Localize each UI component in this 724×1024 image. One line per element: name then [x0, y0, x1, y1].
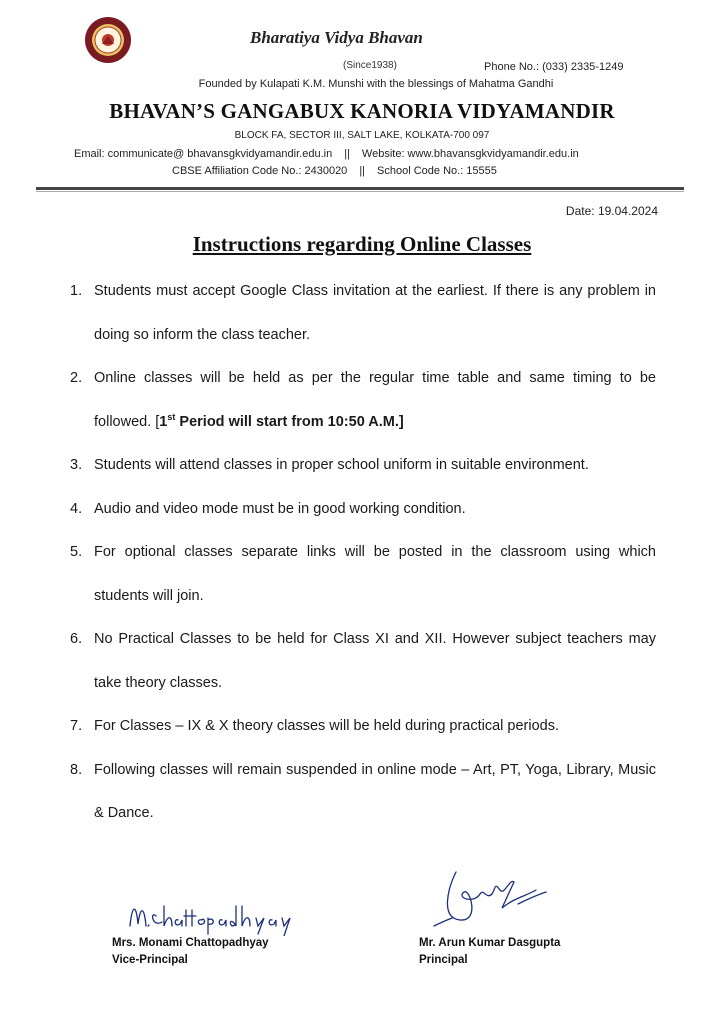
principal-signature-image — [430, 868, 560, 933]
item-text: Audio and video mode must be in good working condition. — [94, 500, 466, 517]
vice-principal-name: Mrs. Monami Chattopadhyay — [112, 937, 269, 949]
first-period-note — [159, 411, 404, 430]
contact-row — [74, 148, 579, 160]
vice-principal-role: Vice-Principal — [112, 954, 188, 966]
principal-role: Principal — [419, 954, 468, 966]
since-year: (Since1938) — [343, 60, 397, 71]
separator: || — [359, 165, 366, 177]
item-number: 7. — [70, 718, 83, 734]
email: Email: communicate@ bhavansgkvidyamandir.edu.in — [74, 148, 333, 160]
item-number: 6. — [70, 631, 83, 647]
cbse-code: CBSE Affiliation Code No.: 2430020 — [172, 165, 348, 177]
principal-name: Mr. Arun Kumar Dasgupta — [419, 937, 561, 949]
principal-block — [419, 935, 560, 969]
website: Website: www.bhavansgkvidyamandir.edu.in — [361, 148, 579, 160]
instruction-item — [70, 357, 656, 444]
item-text: Following classes will remain suspended in online mode – Art, PT, Yoga, Library, Music & Dance. — [94, 761, 656, 821]
item-text: For Classes – IX & X theory classes will be held during practical periods. — [94, 718, 560, 734]
notice-date: Date: 19.04.2024 — [565, 204, 658, 218]
organization-name: Bharatiya Vidya Bhavan — [250, 28, 423, 47]
item-text: Students will attend classes in proper school uniform in suitable environment. — [94, 457, 589, 473]
instruction-item — [70, 618, 656, 705]
phone-number: Phone No.: (033) 2335-1249 — [484, 61, 624, 73]
instructions-list — [70, 270, 656, 836]
instruction-item — [70, 270, 656, 357]
founded-line: Founded by Kulapati K.M. Munshi with the blessings of Mahatma Gandhi — [198, 78, 554, 90]
item-number: 3. — [70, 457, 83, 473]
header-divider — [36, 187, 684, 190]
item-number: 5. — [70, 544, 83, 560]
instruction-item — [70, 444, 656, 488]
item-text: No Practical Classes to be held for Class XI and XII. However subject teachers may take theory classes. — [94, 631, 656, 691]
school-code: School Code No.: 15555 — [377, 165, 497, 177]
period-number: 1 — [159, 413, 168, 430]
notice-title: Instructions regarding Online Classes — [192, 232, 532, 256]
item-number: 2. — [70, 370, 83, 386]
instruction-item — [70, 488, 656, 532]
separator: || — [344, 148, 350, 160]
codes-row — [172, 165, 497, 177]
item-text: Online classes will be held as per the regular time table and same timing to be followed. [ — [94, 370, 656, 430]
vice-principal-block — [112, 935, 269, 969]
school-name: BHAVAN’S GANGABUX KANORIA VIDYAMANDIR — [109, 99, 615, 123]
period-start-time: Period will start from 10:50 A.M.] — [175, 413, 404, 430]
school-logo — [84, 16, 132, 64]
item-number: 4. — [70, 500, 83, 517]
ordinal-suffix: st — [167, 411, 176, 422]
header-divider-thin — [36, 191, 684, 192]
item-text: For optional classes separate links will be posted in the classroom using which students will join. — [94, 544, 656, 604]
instruction-item — [70, 531, 656, 618]
instruction-item — [70, 749, 656, 836]
item-text: Students must accept Google Class invitation at the earliest. If there is any problem in doing so inform the class teacher. — [94, 283, 656, 343]
item-number: 8. — [70, 761, 83, 778]
instruction-item — [70, 705, 656, 749]
item-number: 1. — [70, 283, 83, 299]
school-address: BLOCK FA, SECTOR III, SALT LAKE, KOLKATA-700 097 — [234, 130, 490, 141]
